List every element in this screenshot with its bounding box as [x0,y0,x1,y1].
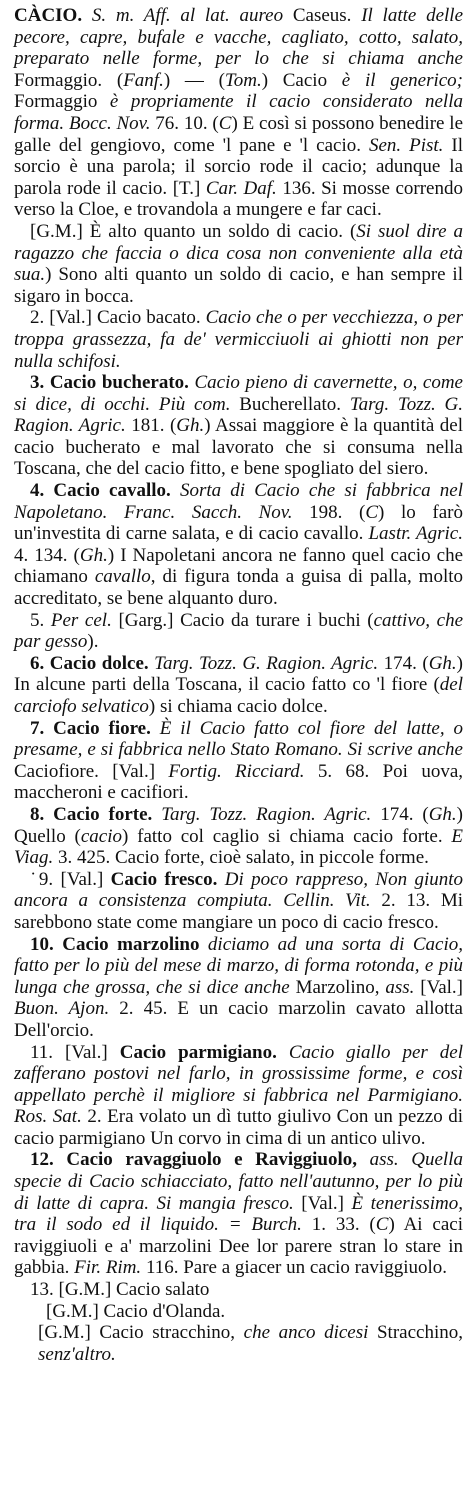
text-run: 6. Cacio dolce. [30,652,149,674]
text-run: ) Quello ( [14,803,463,847]
sense-8 [14,804,463,869]
text-run: ) Sono alti quanto un soldo di cacio, e han sempre il sigaro in bocca. [14,264,463,307]
text-run: Gh. [79,544,108,566]
text-run: del carciofo selvatico [14,674,463,717]
text-run: 7. Cacio fiore. [30,717,151,739]
text-run: Cacio parmigiano. [119,1041,277,1063]
text-run: 3. 425. Cacio forte, cioè salato, in piccole forme. [57,847,429,869]
text-run: [Val.] [420,976,463,998]
sense-13-sub-stracchino [14,1322,463,1365]
sense-2 [14,307,463,372]
text-run: Car. Daf. [205,177,283,199]
text-run: Cacio giallo per del zafferano postovi nel farlo, in grossissime forme, e così appellato perchè il migliore si fabbrica nel Parmigiano. Ros. Sat. [14,1041,463,1128]
text-run: ) lo farò un'investita di carne salata, e di cacio cavallo. [14,501,463,545]
text-run: Cacio fresco. [110,868,218,890]
text-run: ass. [385,976,421,998]
text-run: Il sorcio è una parola; il sorcio rode il cacio; adunque la parola rode il cacio. [T.] [14,134,463,199]
text-run: Il latte delle pecore, capre, bufale e vacche, cagliato, cotto, salato, preparato nelle forme, per lo che si chiama anche [14,5,464,70]
text-run: Formaggio. ( [14,69,124,91]
text-run: 116. Pare a giacer un cacio raviggiuolo. [145,1257,448,1279]
text-run: 5. [30,609,51,631]
text-run: Fir. Rim. [74,1257,146,1279]
text-run: Targ. Tozz. G. Ragion. Agric. [14,393,464,437]
text-run: [G.M.] È alto quanto un soldo di cacio. ( [30,220,357,242]
text-run: 13. [G.M.] Cacio salato [30,1279,210,1301]
text-run: Cacio che o per vecchiezza, o per troppa grassezza, fa de' vermicciuoli ai ghiotti non per nulla schifosi. [14,307,463,372]
text-run: Lastr. Agric. [368,523,463,545]
text-run: ) E così si possono benedire le galle del gengiovo, come 'l pane e 'l cacio. [14,112,464,156]
text-run: 10. Cacio marzolino [30,933,200,955]
text-run: 174. ( [383,652,429,674]
text-run: 2. 45. E un cacio marzolin cavato allotta Dell'orcio. [14,998,463,1041]
text-run: [Val.] [301,1192,352,1214]
text-run: Caseus. [292,5,362,26]
text-run: Tom. [224,69,262,91]
text-run: ) Ai caci raviggiuoli e a' marzolini Dee lor parere stran lo stare in gabbia. [14,1214,463,1279]
text-run: ) fatto col caglio si chiama cacio forte. [122,825,452,847]
text-run: Stracchino, [376,1322,463,1344]
text-run: C [218,112,232,134]
text-run: cacio [80,825,122,847]
text-run: ˙9. [Val.] [30,868,111,890]
text-run: Gh. [428,803,457,825]
entry-paragraph-gm [14,221,463,307]
sense-10 [14,934,463,1042]
text-run: Gh. [428,652,457,674]
text-run: 8. Cacio forte. [30,803,153,825]
text-run: 4. 134. ( [14,544,80,566]
text-run: cavallo [94,566,151,588]
text-run: è il generico; [341,69,464,91]
text-run: Targ. Tozz. G. Ragion. Agric. [148,652,384,674]
text-run: che anco dicesi [243,1322,377,1344]
text-run: C [375,1214,389,1236]
text-run: Formaggio [14,91,110,113]
sense-11 [14,1042,463,1150]
text-run: Sen. Pist. [368,134,452,156]
text-run: senz'altro. [38,1343,116,1365]
text-run: È tenerissimo, tra il sodo ed il liquido. = Burch. [14,1192,463,1236]
text-run: 198. ( [309,501,366,523]
text-run: cattivo, che par gesso [14,609,463,653]
sense-9 [14,869,463,934]
text-run: Buon. Ajon. [14,998,120,1020]
sense-13-sub-olanda [14,1301,463,1323]
text-run: 76. 10. ( [155,112,219,134]
text-run: ass. Quella specie di Cacio schiacciato, fatto nell'autunno, per lo più di latte di capra. Si mangia fresco. [14,1149,463,1214]
text-run: Caciofiore. [Val.] [14,760,169,782]
text-run: Gh. [176,415,205,437]
text-run: 2. [30,307,50,329]
text-run: ) si chiama cacio dolce. [148,696,328,717]
text-run: È il Cacio fatto col fiore del latte, o presame, e si fabbrica nello Stato Romano. Si scrive anche [14,717,464,761]
text-run: [Garg.] Cacio da turare i buchi ( [118,609,374,631]
text-run: CÀCIO. [14,5,83,26]
entry-headword-paragraph [14,5,463,221]
sense-6 [14,653,463,718]
text-run: ) Cacio [261,69,342,91]
text-run: Bucherellato. [239,393,350,415]
text-run: [G.M.] Cacio d'Olanda. [46,1300,226,1322]
text-run: diciamo ad una sorta di Cacio, fatto per lo più del mese di marzo, di forma rotonda, e più lunga che grossa, che si dice anche [14,933,463,998]
text-run: 4. Cacio cavallo. [30,480,171,502]
text-run: Marzolino, [295,976,386,998]
text-run: 5. 68. Poi uova, maccheroni e cacifiori. [14,760,463,804]
text-run: 181. ( [131,415,177,437]
text-run: 174. ( [380,803,429,825]
text-run: Fanf. [123,69,164,91]
sense-3 [14,372,463,480]
sense-12 [14,1149,463,1279]
text-run: , di figura tonda a guisa di palla, molto accreditato, se bene alquanto duro. [14,566,464,610]
text-run: 1. 33. ( [311,1214,376,1236]
sense-5 [14,610,463,653]
text-run: E Viag. [14,825,463,869]
sense-4 [14,480,463,610]
text-run: Si suol dire a ragazzo che faccia o dica cosa non conveniente alla età sua. [14,220,464,286]
text-run: Targ. Tozz. Ragion. Agric. [152,803,381,825]
text-run: C [365,501,379,523]
sense-7 [14,718,463,804]
text-run: Fortig. Ricciard. [168,760,318,782]
text-run: Di poco rappreso, Non giunto ancora a consistenza compiuta. Cellin. Vit. [14,868,463,912]
text-run: [G.M.] Cacio stracchino, [38,1322,244,1344]
text-run: S. m. Aff. al lat. aureo [82,5,293,26]
text-run: 11. [Val.] [30,1041,120,1063]
text-run: 2. Era volato un dì tutto giulivo Con un pezzo di cacio parmigiano Un corvo in cima di un antico ulivo. [14,1106,464,1149]
text-run: 3. Cacio bucherato. [30,372,189,394]
text-run: 2. 13. Mi sarebbono state come mangiare un poco di cacio fresco. [14,890,463,933]
text-run: 136. Si mosse correndo verso la Cloe, e trovandola a mungere e far caci. [14,177,463,221]
text-run: Per cel. [50,609,119,631]
text-run: Sorta di Cacio che si fabbrica nel Napoletano. Franc. Sacch. Nov. [14,480,463,523]
text-run: [Val.] Cacio bacato. [49,307,206,329]
text-run: ) I Napoletani ancora ne fanno quel cacio che chiamano [14,544,463,588]
text-run: Cacio pieno di cavernette, o, come si dice, di occhi. Più com. [14,372,463,415]
text-run: è propriamente il cacio considerato nella forma. Bocc. Nov. [14,91,463,134]
text-run: ) — ( [163,69,225,91]
sense-13 [14,1279,463,1301]
text-run: 12. Cacio ravaggiuolo e Raviggiuolo, [30,1149,358,1171]
text-run: ). [87,631,99,653]
text-run: ) Assai maggiore è la quantità del cacio bucherato e mal lavorato che si consuma nella Toscana, che del cacio fitto, e bene spogliato del siero. [14,415,463,480]
text-run: ) In alcune parti della Toscana, il cacio fatto co 'l fiore ( [14,652,463,696]
